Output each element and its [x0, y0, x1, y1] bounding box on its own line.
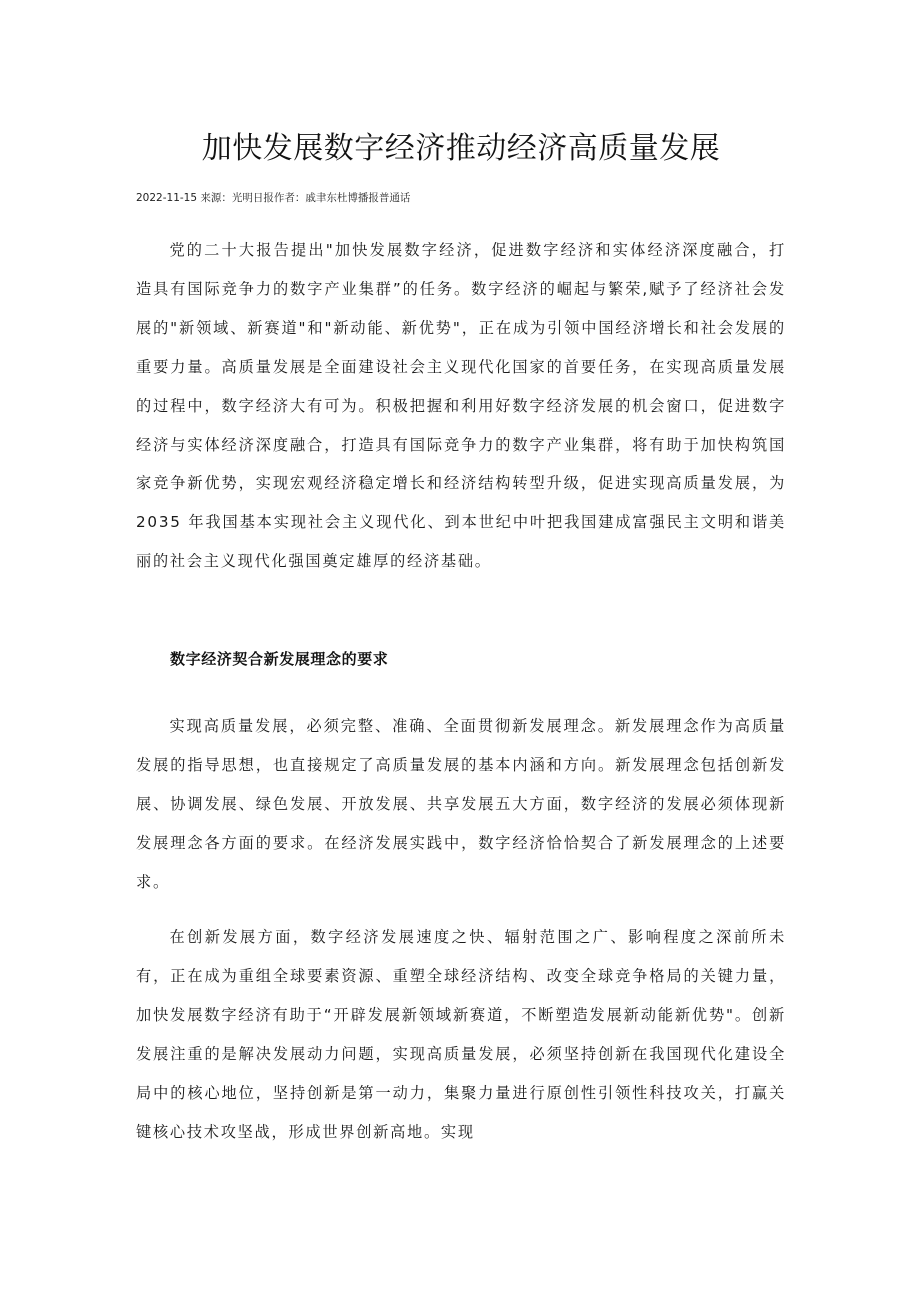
- paragraph: 党的二十大报告提出"加快发展数字经济，促进数字经济和实体经济深度融合，打造具有国际竞争力的数字产业集群”的任务。数字经济的崛起与繁荣,赋予了经济社会发展的"新领域、新赛道"和"新动能、新优势"，正在成为引领中国经济增长和社会发展的重要力量。高质量发展是全面建设社会主义现代化国家的首要任务，在实现高质量发展的过程中，数字经济大有可为。积极把握和利用好数字经济发展的机会窗口，促进数字经济与实体经济深度融合，打造具有国际竞争力的数字产业集群，将有助于加快构筑国家竞争新优势，实现宏观经济稳定增长和经济结构转型升级，促进实现高质量发展，为 2035 年我国基本实现社会主义现代化、到本世纪中叶把我国建成富强民主文明和谐美丽的社会主义现代化强国奠定雄厚的经济基础。: [136, 241, 786, 571]
- paragraph: 在创新发展方面，数字经济发展速度之快、辐射范围之广、影响程度之深前所未有，正在成为重组全球要素资源、重塑全球经济结构、改变全球竞争格局的关键力量，加快发展数字经济有助于“开辟发展新领域新赛道，不断塑造发展新动能新优势"。创新发展注重的是解决发展动力问题，实现高质量发展，必须坚持创新在我国现代化建设全局中的核心地位，坚持创新是第一动力，集聚力量进行原创性引领性科技攻关，打赢关键核心技术攻坚战，形成世界创新高地。实现: [136, 928, 786, 1141]
- paragraph: 实现高质量发展，必须完整、准确、全面贯彻新发展理念。新发展理念作为高质量发展的指导思想，也直接规定了高质量发展的基本内涵和方向。新发展理念包括创新发展、协调发展、绿色发展、开放发展、共享发展五大方面，数字经济的发展必须体现新发展理念各方面的要求。在经济发展实践中，数字经济恰恰契合了新发展理念的上述要求。: [136, 717, 786, 891]
- article-title: 加快发展数字经济推动经济高质量发展: [201, 131, 721, 166]
- article-meta: 2022-11-15 来源：光明日报作者：戚聿东杜博播报普通话: [136, 192, 411, 204]
- section-heading: 数字经济契合新发展理念的要求: [170, 650, 389, 668]
